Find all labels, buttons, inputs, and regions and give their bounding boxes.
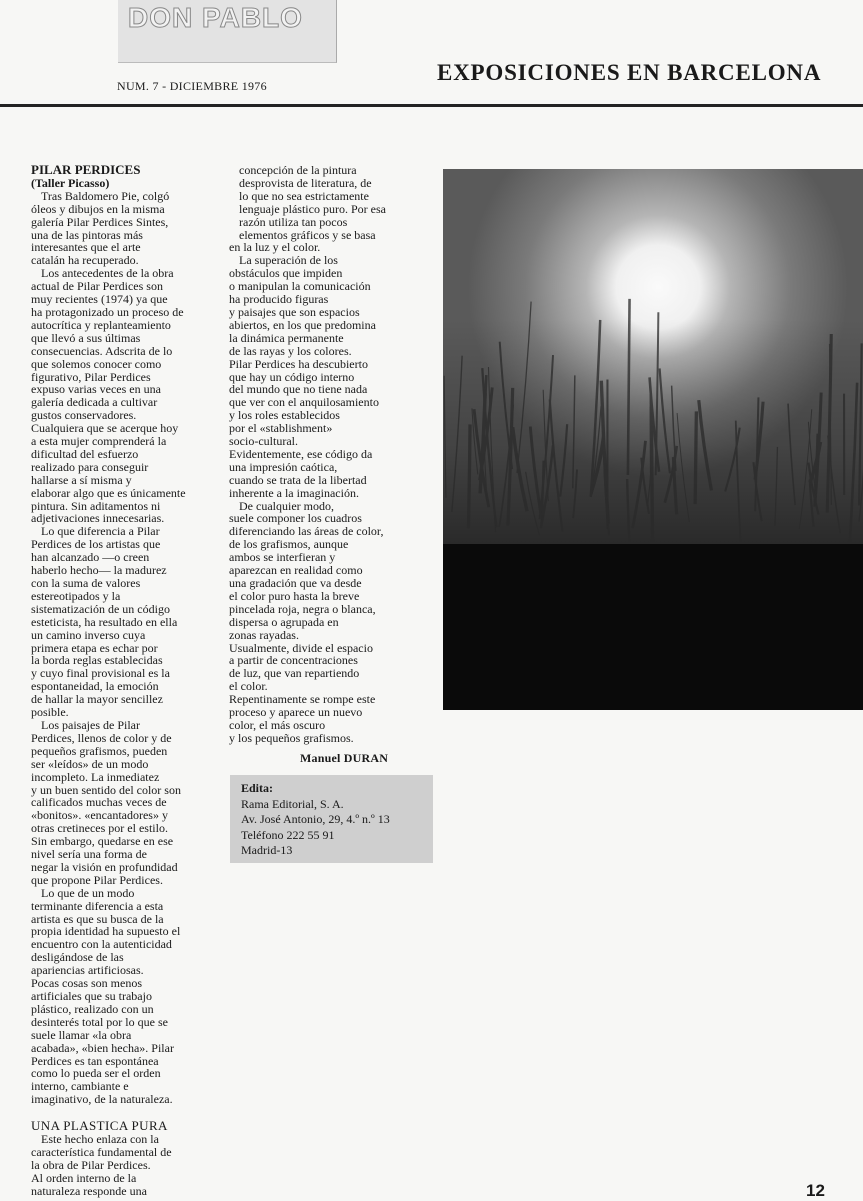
article-line: (Taller Picasso)	[31, 177, 211, 190]
article-line: cuando se trata de la libertad	[229, 474, 429, 487]
article-line: por el «stablishment»	[229, 422, 429, 435]
article-line: aparezcan en realidad como	[229, 564, 429, 577]
article-line: galería dedicada a cultivar	[31, 396, 211, 409]
article-line: Al orden interno de la	[31, 1172, 211, 1185]
article-line: Pocas cosas son menos	[31, 977, 211, 990]
article-line: o manipulan la comunicación	[229, 280, 429, 293]
article-line: plástico, realizado con un	[31, 1003, 211, 1016]
article-line: suele llamar «la obra	[31, 1029, 211, 1042]
header-rule	[0, 104, 863, 107]
article-line: como lo pueda ser el orden	[31, 1067, 211, 1080]
article-line: color, el más oscuro	[229, 719, 429, 732]
article-line: que propone Pilar Perdices.	[31, 874, 211, 887]
article-line: la borda reglas establecidas	[31, 654, 211, 667]
article-line: razón utiliza tan pocos	[229, 216, 429, 229]
article-line: elaborar algo que es únicamente	[31, 487, 211, 500]
article-line: muy recientes (1974) ya que	[31, 293, 211, 306]
article-line: que llevó a sus últimas	[31, 332, 211, 345]
article-line: y los pequeños grafismos.	[229, 732, 429, 745]
article-line: actual de Pilar Perdices son	[31, 280, 211, 293]
article-line: óleos y dibujos en la misma	[31, 203, 211, 216]
article-line: con la suma de valores	[31, 577, 211, 590]
article-line: Pilar Perdices ha descubierto	[229, 358, 429, 371]
article-line: La superación de los	[229, 254, 429, 267]
article-line: y un buen sentido del color son	[31, 784, 211, 797]
sun-over-grass-painting-icon	[443, 169, 863, 710]
grass-stroke	[695, 411, 696, 504]
article-line: otras cretineces por el estilo.	[31, 822, 211, 835]
article-line: dificultad del esfuerzo	[31, 448, 211, 461]
article-line: Este hecho enlaza con la	[31, 1133, 211, 1146]
publisher-label: Edita:	[241, 781, 433, 797]
article-line: autocrítica y replanteamiento	[31, 319, 211, 332]
article-line: interesantes que el arte	[31, 241, 211, 254]
article-line: primera etapa es echar por	[31, 642, 211, 655]
article-line: De cualquier modo,	[229, 500, 429, 513]
article-line: Los antecedentes de la obra	[31, 267, 211, 280]
article-line: calificados muchas veces de	[31, 796, 211, 809]
article-line: ambos se interfieran y	[229, 551, 429, 564]
article-line: lo que no sea estrictamente	[229, 190, 429, 203]
painting-photo	[443, 169, 863, 710]
article-line: zonas rayadas.	[229, 629, 429, 642]
author-byline: Manuel DURAN	[300, 751, 388, 766]
article-line: propia identidad ha supuesto el	[31, 925, 211, 938]
article-line: la obra de Pilar Perdices.	[31, 1159, 211, 1172]
article-line: galería Pilar Perdices Sintes,	[31, 216, 211, 229]
article-line: negar la visión en profundidad	[31, 861, 211, 874]
article-line: Perdices es tan espontánea	[31, 1055, 211, 1068]
article-line: que ver con el anquilosamiento	[229, 396, 429, 409]
masthead	[118, 0, 337, 63]
article-line: de los grafismos, aunque	[229, 538, 429, 551]
publisher-box	[230, 775, 433, 863]
article-line: la dinámica permanente	[229, 332, 429, 345]
article-line: interno, cambiante e	[31, 1080, 211, 1093]
article-line: apariencias artificiosas.	[31, 964, 211, 977]
article-line: PILAR PERDICES	[31, 164, 211, 177]
article-line: pequeños grafismos, pueden	[31, 745, 211, 758]
article-line: una de las pintoras más	[31, 229, 211, 242]
article-line: concepción de la pintura	[229, 164, 429, 177]
article-line: Cualquiera que se acerque hoy	[31, 422, 211, 435]
article-line: de hallar la mayor sencillez	[31, 693, 211, 706]
article-line: Lo que diferencia a Pilar	[31, 525, 211, 538]
article-line: a partir de concentraciones	[229, 654, 429, 667]
article-line: pintura. Sin aditamentos ni	[31, 500, 211, 513]
article-line: y los roles establecidos	[229, 409, 429, 422]
article-line: un camino inverso cuya	[31, 629, 211, 642]
article-line: desprovista de literatura, de	[229, 177, 429, 190]
section-title: EXPOSICIONES EN BARCELONA	[437, 60, 821, 86]
publisher-line: Av. José Antonio, 29, 4.º n.º 13	[241, 812, 433, 828]
article-line: a esta mujer comprenderá la	[31, 435, 211, 448]
article-line: y cuyo final provisional es la	[31, 667, 211, 680]
article-line: artista es que su busca de la	[31, 913, 211, 926]
article-line: una impresión caótica,	[229, 461, 429, 474]
article-line: Los paisajes de Pilar	[31, 719, 211, 732]
article-line: proceso y aparece un nuevo	[229, 706, 429, 719]
article-line: desligándose de las	[31, 951, 211, 964]
article-line: que hay un código interno	[229, 371, 429, 384]
article-line: acabada», «bien hecha». Pilar	[31, 1042, 211, 1055]
article-line: Tras Baldomero Pie, colgó	[31, 190, 211, 203]
article-line: abiertos, en los que predomina	[229, 319, 429, 332]
article-line: Perdices de los artistas que	[31, 538, 211, 551]
article-line: ha protagonizado un proceso de	[31, 306, 211, 319]
article-line: ser «leídos» de un modo	[31, 758, 211, 771]
article-line: UNA PLASTICA PURA	[31, 1120, 211, 1133]
article-line: Repentinamente se rompe este	[229, 693, 429, 706]
article-line: diferenciando las áreas de color,	[229, 525, 429, 538]
article-line: obstáculos que impiden	[229, 267, 429, 280]
grass-stroke	[651, 407, 652, 542]
publisher-line: Rama Editorial, S. A.	[241, 797, 433, 813]
article-line: estereotipados y la	[31, 590, 211, 603]
article-line: sistematización de un código	[31, 603, 211, 616]
article-line: realizado para conseguir	[31, 461, 211, 474]
article-line: catalán ha recuperado.	[31, 254, 211, 267]
article-line: hallarse a sí misma y	[31, 474, 211, 487]
issue-line: NUM. 7 - DICIEMBRE 1976	[117, 79, 267, 94]
article-line: de las rayas y los colores.	[229, 345, 429, 358]
article-line: dispersa o agrupada en	[229, 616, 429, 629]
article-line: una gradación que va desde	[229, 577, 429, 590]
article-line: expuso varias veces en una	[31, 383, 211, 396]
article-line: adjetivaciones innecesarias.	[31, 512, 211, 525]
article-line: han alcanzado —o creen	[31, 551, 211, 564]
article-line: Lo que de un modo	[31, 887, 211, 900]
grass-stroke	[468, 424, 470, 528]
article-line: y paisajes que son espacios	[229, 306, 429, 319]
article-line: lenguaje plástico puro. Por esa	[229, 203, 429, 216]
article-line: del mundo que no tiene nada	[229, 383, 429, 396]
article-line: ha producido figuras	[229, 293, 429, 306]
article-line: inherente a la imaginación.	[229, 487, 429, 500]
publisher-line: Madrid-13	[241, 843, 433, 859]
article-line: imaginativo, de la naturaleza.	[31, 1093, 211, 1106]
article-line: posible.	[31, 706, 211, 719]
article-line: consecuencias. Adscrita de lo	[31, 345, 211, 358]
article-line: esteticista, ha resultado en ella	[31, 616, 211, 629]
article-line: terminante diferencia a esta	[31, 900, 211, 913]
publisher-line: Teléfono 222 55 91	[241, 828, 433, 844]
article-column-2	[229, 164, 429, 745]
article-line: Evidentemente, ese código da	[229, 448, 429, 461]
article-line: socio-cultural.	[229, 435, 429, 448]
article-line: artificiales que su trabajo	[31, 990, 211, 1003]
masthead-logo: DON PABLO	[128, 2, 303, 34]
article-line: naturaleza responde una	[31, 1185, 211, 1198]
article-line: encuentro con la autenticidad	[31, 938, 211, 951]
grass-stroke	[628, 299, 630, 475]
article-line: «bonitos». «encantadores» y	[31, 809, 211, 822]
article-line: el color.	[229, 680, 429, 693]
article-line: espontaneidad, la emoción	[31, 680, 211, 693]
article-line: incompleto. La inmediatez	[31, 771, 211, 784]
article-line: gustos conservadores.	[31, 409, 211, 422]
article-line: característica fundamental de	[31, 1146, 211, 1159]
article-line: nivel sería una forma de	[31, 848, 211, 861]
article-line: Perdices, llenos de color y de	[31, 732, 211, 745]
article-line: el color puro hasta la breve	[229, 590, 429, 603]
article-line: Sin embargo, quedarse en ese	[31, 835, 211, 848]
article-column-1	[31, 164, 211, 1198]
article-line: elementos gráficos y se basa	[229, 229, 429, 242]
article-line: de luz, que van repartiendo	[229, 667, 429, 680]
article-line: figurativo, Pilar Perdices	[31, 371, 211, 384]
article-line: que solemos conocer como	[31, 358, 211, 371]
article-line: Usualmente, divide el espacio	[229, 642, 429, 655]
page-number: 12	[806, 1181, 825, 1201]
article-line: desinterés total por lo que se	[31, 1016, 211, 1029]
article-line: pincelada roja, negra o blanca,	[229, 603, 429, 616]
article-line: haberlo hecho— la madurez	[31, 564, 211, 577]
article-line: suele componer los cuadros	[229, 512, 429, 525]
article-line: en la luz y el color.	[229, 241, 429, 254]
